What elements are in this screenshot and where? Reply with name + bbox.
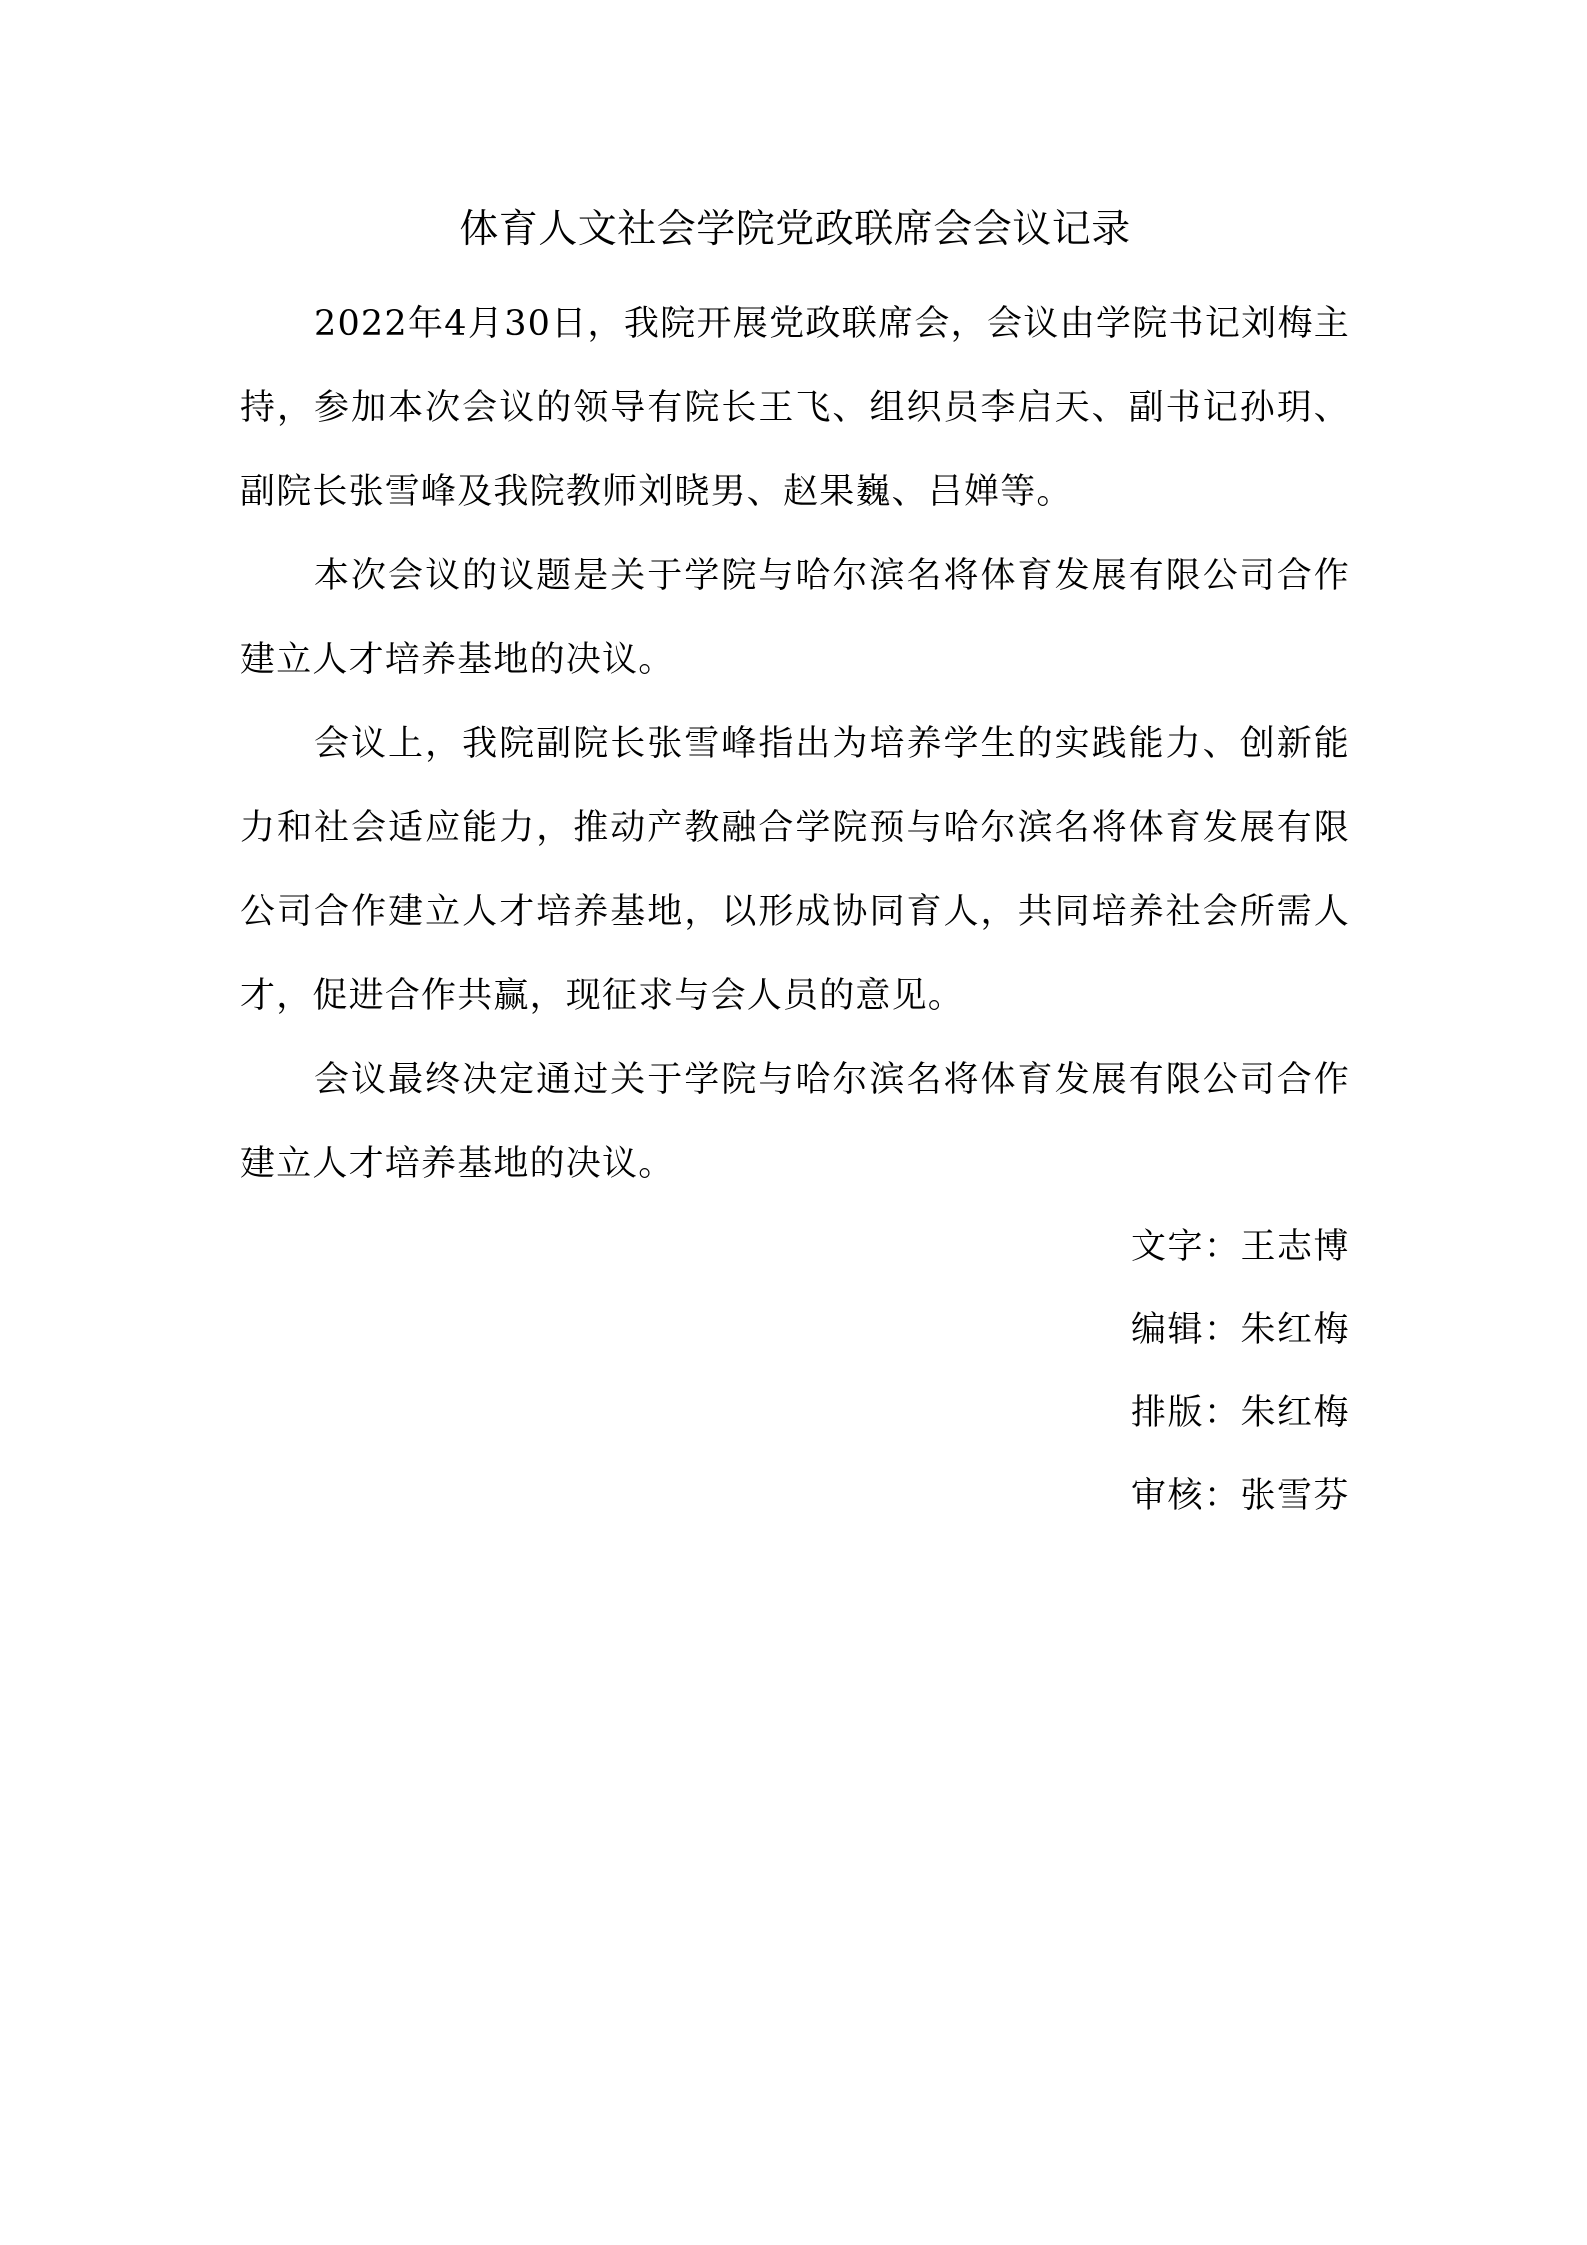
paragraph-meeting-decision: 会议最终决定通过关于学院与哈尔滨名将体育发展有限公司合作建立人才培养基地的决议。 (240, 1060, 1350, 1184)
document-content (240, 200, 1350, 1538)
credit-writer: 文字：王志博 (1130, 1227, 1350, 1267)
credit-editor: 编辑：朱红梅 (1130, 1310, 1350, 1350)
credits-block (240, 1206, 1350, 1538)
credit-layout: 排版：朱红梅 (1130, 1393, 1350, 1433)
paragraph-meeting-topic: 本次会议的议题是关于学院与哈尔滨名将体育发展有限公司合作建立人才培养基地的决议。 (240, 556, 1350, 680)
document-title: 体育人文社会学院党政联席会会议记录 (459, 207, 1131, 252)
credit-reviewer: 审核：张雪芬 (1130, 1476, 1350, 1516)
paragraph-meeting-attendance: 2022年4月30日，我院开展党政联席会，会议由学院书记刘梅主持，参加本次会议的领导有院长王飞、组织员李启天、副书记孙玥、副院长张雪峰及我院教师刘晓男、赵果巍、吕婵等。 (240, 304, 1350, 512)
paragraph-meeting-discussion: 会议上，我院副院长张雪峰指出为培养学生的实践能力、创新能力和社会适应能力，推动产教融合学院预与哈尔滨名将体育发展有限公司合作建立人才培养基地，以形成协同育人，共同培养社会所需人才，促进合作共赢，现征求与会人员的意见。 (240, 724, 1350, 1016)
